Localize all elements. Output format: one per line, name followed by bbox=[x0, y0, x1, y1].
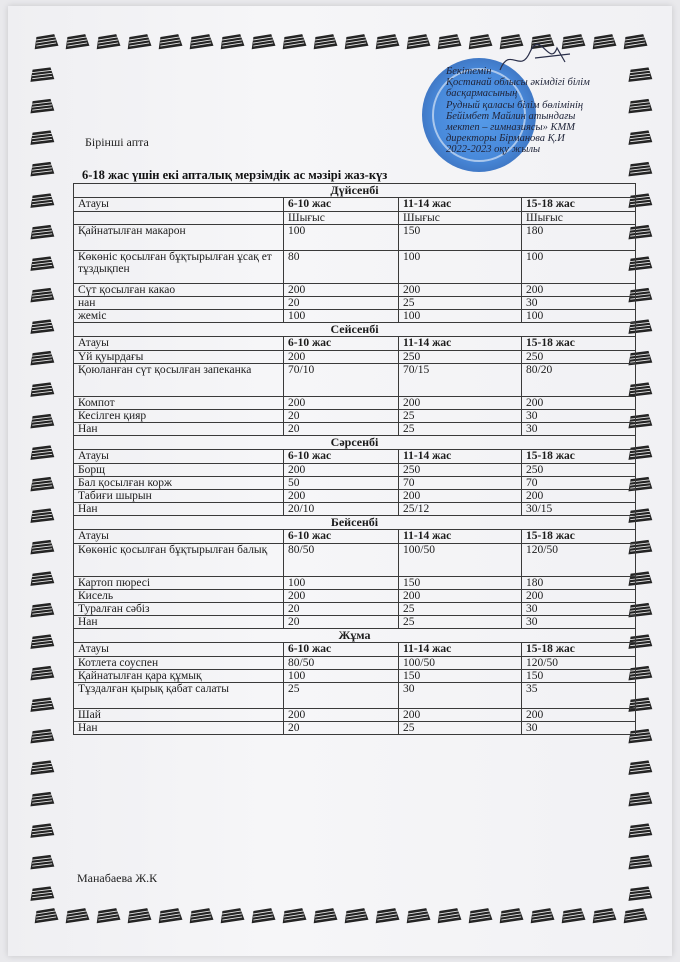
portion-value: 200 bbox=[399, 590, 522, 603]
border-ornament bbox=[628, 162, 653, 177]
table-row bbox=[74, 590, 636, 603]
portion-value: 200 bbox=[399, 397, 522, 410]
border-ornament bbox=[622, 908, 647, 923]
day-name: Дүйсенбі bbox=[74, 184, 636, 198]
portion-value: 100 bbox=[399, 310, 522, 323]
portion-value: 200 bbox=[522, 590, 636, 603]
border-ornament bbox=[64, 908, 89, 923]
dish-name: жеміс bbox=[74, 310, 284, 323]
portion-value: 80/20 bbox=[522, 364, 636, 397]
dish-name: Нан bbox=[74, 616, 284, 629]
portion-value: 100 bbox=[522, 310, 636, 323]
table-row bbox=[74, 297, 636, 310]
dish-name: Көкөніс қосылған бұқтырылған ұсақ ет тұздықпен bbox=[74, 251, 284, 284]
output-label: Шығыс bbox=[284, 212, 399, 225]
border-ornament bbox=[622, 34, 647, 49]
column-header-age: 15-18 жас bbox=[522, 198, 636, 212]
portion-value: 120/50 bbox=[522, 657, 636, 670]
border-ornament bbox=[250, 34, 275, 49]
dish-name: Қоюланған сүт қосылған запеканка bbox=[74, 364, 284, 397]
dish-name: Компот bbox=[74, 397, 284, 410]
border-ornament bbox=[30, 193, 55, 208]
dish-name: Кисель bbox=[74, 590, 284, 603]
border-ornament bbox=[95, 908, 120, 923]
approval-line: Бекітемін bbox=[446, 66, 492, 77]
border-ornament bbox=[157, 34, 182, 49]
column-header-age: 11-14 жас bbox=[399, 530, 522, 544]
dish-name: Табиғи шырын bbox=[74, 490, 284, 503]
approval-line: басқармасының bbox=[446, 88, 518, 100]
portion-value: 100/50 bbox=[399, 657, 522, 670]
border-ornament bbox=[30, 540, 55, 555]
portion-value: 100 bbox=[284, 670, 399, 683]
approval-line: Қостанай облысы әкімдігі білім bbox=[446, 77, 590, 89]
border-ornament bbox=[628, 792, 653, 807]
border-ornament bbox=[436, 34, 461, 49]
day-name: Сейсенбі bbox=[74, 323, 636, 337]
border-ornament bbox=[591, 34, 616, 49]
border-ornament bbox=[30, 99, 55, 114]
portion-value: 150 bbox=[399, 225, 522, 251]
portion-value: 30 bbox=[522, 297, 636, 310]
dish-name: Тұздалған қырық қабат салаты bbox=[74, 683, 284, 709]
approval-line: директоры Бірманова Қ.И bbox=[446, 133, 565, 145]
dish-name: Қайнатылған макарон bbox=[74, 225, 284, 251]
approval-line: 2022-2023 оқу жылы bbox=[446, 144, 541, 156]
border-ornament bbox=[30, 666, 55, 681]
output-label: Шығыс bbox=[399, 212, 522, 225]
document-title: 6-18 жас үшін екі апталық мерзімдік ас мәзірі жаз-күз bbox=[82, 168, 388, 182]
portion-value: 200 bbox=[284, 397, 399, 410]
portion-value: 180 bbox=[522, 577, 636, 590]
portion-value: 100 bbox=[284, 577, 399, 590]
table-row bbox=[74, 251, 636, 284]
dish-name: Бал қосылған корж bbox=[74, 477, 284, 490]
dish-name: Сүт қосылған какао bbox=[74, 284, 284, 297]
approval-line: Рудный қаласы білім бөлімінің bbox=[446, 99, 584, 111]
border-ornament bbox=[30, 508, 55, 523]
portion-value: 100 bbox=[399, 251, 522, 284]
portion-value: 150 bbox=[522, 670, 636, 683]
border-ornament bbox=[628, 823, 653, 838]
border-ornament bbox=[126, 908, 151, 923]
border-ornament bbox=[560, 908, 585, 923]
table-row bbox=[74, 364, 636, 397]
border-ornament bbox=[436, 908, 461, 923]
border-ornament bbox=[405, 34, 430, 49]
portion-value: 30 bbox=[522, 722, 636, 735]
day-name: Жұма bbox=[74, 629, 636, 643]
portion-value: 80/50 bbox=[284, 544, 399, 577]
portion-value: 150 bbox=[399, 577, 522, 590]
portion-value: 250 bbox=[522, 464, 636, 477]
border-ornament bbox=[30, 697, 55, 712]
table-row bbox=[74, 225, 636, 251]
dish-name: Котлета соуспен bbox=[74, 657, 284, 670]
table-row bbox=[74, 670, 636, 683]
portion-value: 150 bbox=[399, 670, 522, 683]
border-ornament bbox=[30, 571, 55, 586]
portion-value: 25 bbox=[399, 722, 522, 735]
column-header-name: Атауы bbox=[74, 337, 284, 351]
column-header-age: 6-10 жас bbox=[284, 450, 399, 464]
border-ornament bbox=[343, 908, 368, 923]
day-header-row bbox=[74, 184, 636, 198]
border-ornament bbox=[312, 34, 337, 49]
column-header-age: 6-10 жас bbox=[284, 643, 399, 657]
portion-value: 30 bbox=[522, 423, 636, 436]
table-row bbox=[74, 709, 636, 722]
portion-value: 250 bbox=[399, 351, 522, 364]
dish-name: Шай bbox=[74, 709, 284, 722]
border-ornament bbox=[30, 445, 55, 460]
column-header-name: Атауы bbox=[74, 530, 284, 544]
portion-value: 25 bbox=[399, 603, 522, 616]
portion-value: 200 bbox=[284, 490, 399, 503]
column-header-row bbox=[74, 643, 636, 657]
table-row bbox=[74, 683, 636, 709]
table-row bbox=[74, 577, 636, 590]
column-header-row bbox=[74, 198, 636, 212]
table-row bbox=[74, 477, 636, 490]
portion-value: 35 bbox=[522, 683, 636, 709]
column-header-row bbox=[74, 450, 636, 464]
portion-value: 20 bbox=[284, 603, 399, 616]
portion-value: 25 bbox=[399, 297, 522, 310]
border-ornament bbox=[498, 908, 523, 923]
week-label: Бірінші апта bbox=[85, 135, 149, 149]
border-ornament bbox=[628, 886, 653, 901]
portion-value: 200 bbox=[284, 709, 399, 722]
border-ornament bbox=[529, 908, 554, 923]
portion-value: 200 bbox=[284, 464, 399, 477]
day-name: Сәрсенбі bbox=[74, 436, 636, 450]
border-ornament bbox=[30, 67, 55, 82]
table-row bbox=[74, 490, 636, 503]
border-ornament bbox=[30, 414, 55, 429]
day-header-row bbox=[74, 516, 636, 530]
portion-value: 25/12 bbox=[399, 503, 522, 516]
portion-value: 120/50 bbox=[522, 544, 636, 577]
portion-value: 250 bbox=[522, 351, 636, 364]
portion-value: 20 bbox=[284, 616, 399, 629]
border-ornament bbox=[591, 908, 616, 923]
border-ornament bbox=[157, 908, 182, 923]
border-ornament bbox=[628, 760, 653, 775]
column-header-age: 15-18 жас bbox=[522, 530, 636, 544]
border-ornament bbox=[219, 908, 244, 923]
border-ornament bbox=[30, 130, 55, 145]
output-label: Шығыс bbox=[522, 212, 636, 225]
border-ornament bbox=[30, 351, 55, 366]
portion-value: 200 bbox=[399, 284, 522, 297]
day-header-row bbox=[74, 323, 636, 337]
dish-name: Туралған сәбіз bbox=[74, 603, 284, 616]
border-ornament bbox=[30, 823, 55, 838]
border-ornament bbox=[126, 34, 151, 49]
approval-block bbox=[446, 66, 646, 156]
border-ornament bbox=[405, 908, 430, 923]
portion-value: 20 bbox=[284, 722, 399, 735]
portion-value: 200 bbox=[522, 284, 636, 297]
column-header-age: 6-10 жас bbox=[284, 198, 399, 212]
dish-name: Нан bbox=[74, 423, 284, 436]
dish-name: Кесілген қияр bbox=[74, 410, 284, 423]
signer-name: Манабаева Ж.К bbox=[77, 871, 158, 885]
dish-name: Қайнатылған қара құмық bbox=[74, 670, 284, 683]
table-row bbox=[74, 603, 636, 616]
border-ornament bbox=[188, 908, 213, 923]
table-row bbox=[74, 616, 636, 629]
portion-value: 25 bbox=[399, 423, 522, 436]
border-ornament bbox=[30, 382, 55, 397]
table-row bbox=[74, 310, 636, 323]
output-row bbox=[74, 212, 636, 225]
border-ornament bbox=[30, 477, 55, 492]
border-ornament bbox=[188, 34, 213, 49]
approval-line: мектеп – гимназиясы» КММ bbox=[446, 122, 575, 134]
column-header-name: Атауы bbox=[74, 643, 284, 657]
portion-value: 70/10 bbox=[284, 364, 399, 397]
border-ornament bbox=[30, 256, 55, 271]
dish-name: Борщ bbox=[74, 464, 284, 477]
portion-value: 30 bbox=[522, 616, 636, 629]
column-header-age: 11-14 жас bbox=[399, 198, 522, 212]
day-header-row bbox=[74, 436, 636, 450]
portion-value: 30/15 bbox=[522, 503, 636, 516]
column-header-age: 11-14 жас bbox=[399, 450, 522, 464]
border-ornament bbox=[628, 855, 653, 870]
portion-value: 200 bbox=[522, 397, 636, 410]
border-ornament bbox=[30, 855, 55, 870]
border-ornament bbox=[64, 34, 89, 49]
border-ornament bbox=[95, 34, 120, 49]
table-row bbox=[74, 722, 636, 735]
border-ornament bbox=[343, 34, 368, 49]
table-row bbox=[74, 423, 636, 436]
approval-line: Бейімбет Майлин атындағы bbox=[446, 110, 576, 122]
table-row bbox=[74, 351, 636, 364]
dish-name: нан bbox=[74, 297, 284, 310]
portion-value: 100/50 bbox=[399, 544, 522, 577]
border-ornament bbox=[250, 908, 275, 923]
portion-value: 20 bbox=[284, 297, 399, 310]
portion-value: 20 bbox=[284, 410, 399, 423]
column-header-row bbox=[74, 530, 636, 544]
border-ornament bbox=[30, 634, 55, 649]
column-header-age: 11-14 жас bbox=[399, 643, 522, 657]
border-ornament bbox=[30, 162, 55, 177]
portion-value: 30 bbox=[399, 683, 522, 709]
portion-value: 200 bbox=[522, 490, 636, 503]
border-ornament bbox=[281, 908, 306, 923]
border-ornament bbox=[312, 908, 337, 923]
portion-value: 50 bbox=[284, 477, 399, 490]
portion-value: 180 bbox=[522, 225, 636, 251]
portion-value: 30 bbox=[522, 410, 636, 423]
day-header-row bbox=[74, 629, 636, 643]
border-ornament bbox=[30, 886, 55, 901]
portion-value: 80/50 bbox=[284, 657, 399, 670]
portion-value: 25 bbox=[284, 683, 399, 709]
column-header-name: Атауы bbox=[74, 450, 284, 464]
portion-value: 20/10 bbox=[284, 503, 399, 516]
portion-value: 30 bbox=[522, 603, 636, 616]
portion-value: 20 bbox=[284, 423, 399, 436]
border-ornament bbox=[281, 34, 306, 49]
portion-value: 200 bbox=[399, 490, 522, 503]
output-blank bbox=[74, 212, 284, 225]
table-row bbox=[74, 397, 636, 410]
border-ornament bbox=[30, 319, 55, 334]
portion-value: 70/15 bbox=[399, 364, 522, 397]
dish-name: Үй қуырдағы bbox=[74, 351, 284, 364]
portion-value: 250 bbox=[399, 464, 522, 477]
dish-name: Нан bbox=[74, 722, 284, 735]
dish-name: Нан bbox=[74, 503, 284, 516]
dish-name: Көкөніс қосылған бұқтырылған балық bbox=[74, 544, 284, 577]
portion-value: 200 bbox=[522, 709, 636, 722]
table-row bbox=[74, 464, 636, 477]
column-header-age: 11-14 жас bbox=[399, 337, 522, 351]
portion-value: 200 bbox=[284, 351, 399, 364]
table-row bbox=[74, 657, 636, 670]
table-row bbox=[74, 410, 636, 423]
table-row bbox=[74, 503, 636, 516]
portion-value: 100 bbox=[284, 225, 399, 251]
border-ornament bbox=[33, 908, 58, 923]
column-header-age: 6-10 жас bbox=[284, 530, 399, 544]
menu-table bbox=[73, 183, 636, 735]
dish-name: Картоп пюресі bbox=[74, 577, 284, 590]
column-header-age: 15-18 жас bbox=[522, 450, 636, 464]
portion-value: 100 bbox=[284, 310, 399, 323]
portion-value: 80 bbox=[284, 251, 399, 284]
portion-value: 200 bbox=[399, 709, 522, 722]
portion-value: 200 bbox=[284, 284, 399, 297]
portion-value: 25 bbox=[399, 410, 522, 423]
border-ornament bbox=[30, 792, 55, 807]
border-ornament bbox=[30, 729, 55, 744]
portion-value: 70 bbox=[399, 477, 522, 490]
column-header-name: Атауы bbox=[74, 198, 284, 212]
column-header-age: 6-10 жас bbox=[284, 337, 399, 351]
border-ornament bbox=[30, 760, 55, 775]
border-ornament bbox=[467, 908, 492, 923]
border-ornament bbox=[219, 34, 244, 49]
column-header-row bbox=[74, 337, 636, 351]
border-ornament bbox=[374, 908, 399, 923]
column-header-age: 15-18 жас bbox=[522, 337, 636, 351]
table-row bbox=[74, 544, 636, 577]
table-row bbox=[74, 284, 636, 297]
portion-value: 200 bbox=[284, 590, 399, 603]
portion-value: 70 bbox=[522, 477, 636, 490]
border-ornament bbox=[33, 34, 58, 49]
border-ornament bbox=[30, 603, 55, 618]
portion-value: 25 bbox=[399, 616, 522, 629]
portion-value: 100 bbox=[522, 251, 636, 284]
border-ornament bbox=[374, 34, 399, 49]
day-name: Бейсенбі bbox=[74, 516, 636, 530]
border-ornament bbox=[30, 288, 55, 303]
border-ornament bbox=[467, 34, 492, 49]
border-ornament bbox=[30, 225, 55, 240]
column-header-age: 15-18 жас bbox=[522, 643, 636, 657]
